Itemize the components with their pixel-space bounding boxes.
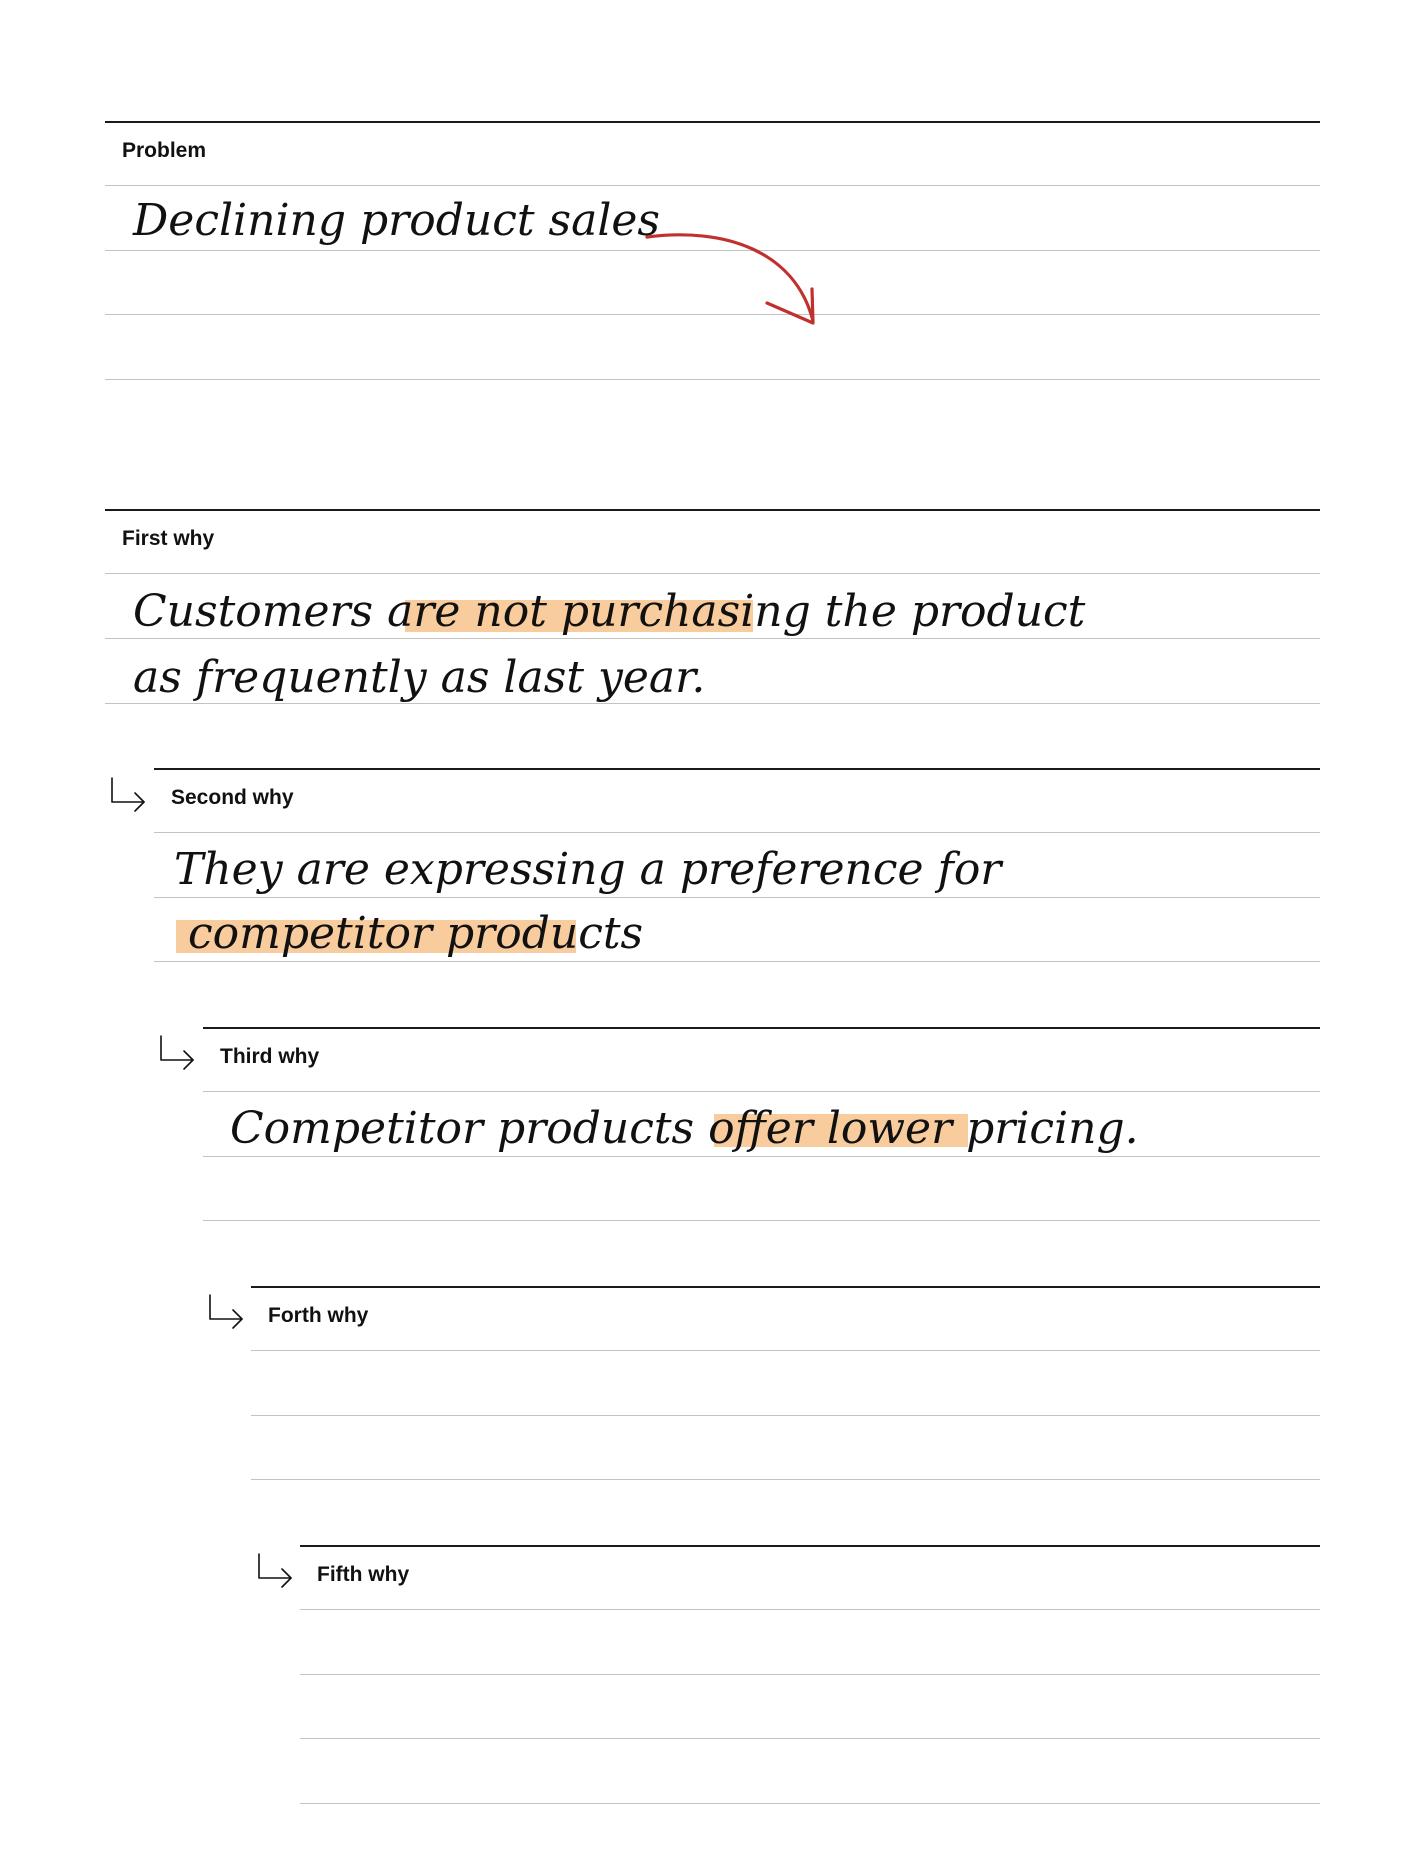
down-right-arrow-icon — [108, 776, 152, 816]
problem-section — [105, 121, 1320, 381]
handwritten-line: Competitor products offer lower pricing. — [230, 1103, 1139, 1154]
handwriting — [203, 1027, 1320, 1227]
handwritten-line: Declining product sales — [133, 195, 661, 246]
handwriting — [105, 121, 1320, 381]
note-line — [251, 1350, 1320, 1351]
fifth-why-section — [300, 1545, 1320, 1807]
handwriting — [154, 768, 1320, 968]
third-why-section — [203, 1027, 1320, 1227]
handwritten-line: Customers are not purchasing the product — [133, 586, 1086, 637]
note-line — [251, 1479, 1320, 1480]
note-line — [300, 1803, 1320, 1804]
down-right-arrow-icon — [206, 1293, 250, 1333]
section-label: Forth why — [268, 1304, 369, 1327]
section-label: Problem — [122, 139, 207, 162]
arrow-head — [767, 289, 813, 323]
section-label: Second why — [171, 786, 294, 809]
note-line — [300, 1674, 1320, 1675]
note-line — [251, 1415, 1320, 1416]
handwriting — [105, 509, 1320, 709]
note-line — [300, 1738, 1320, 1739]
handwritten-line: competitor products — [188, 908, 644, 959]
handwritten-line: They are expressing a preference for — [174, 844, 1002, 895]
section-label: Fifth why — [317, 1563, 410, 1586]
note-line — [300, 1609, 1320, 1610]
section-divider — [300, 1545, 1320, 1547]
section-label: Third why — [220, 1045, 320, 1068]
down-right-arrow-icon — [255, 1552, 299, 1592]
curved-arrow-icon — [647, 235, 813, 321]
down-right-arrow-icon — [157, 1034, 201, 1074]
handwritten-line: as frequently as last year. — [133, 652, 706, 703]
fourth-why-section — [251, 1286, 1320, 1486]
second-why-section — [154, 768, 1320, 968]
section-label: First why — [122, 527, 215, 550]
first-why-section — [105, 509, 1320, 709]
section-divider — [251, 1286, 1320, 1288]
